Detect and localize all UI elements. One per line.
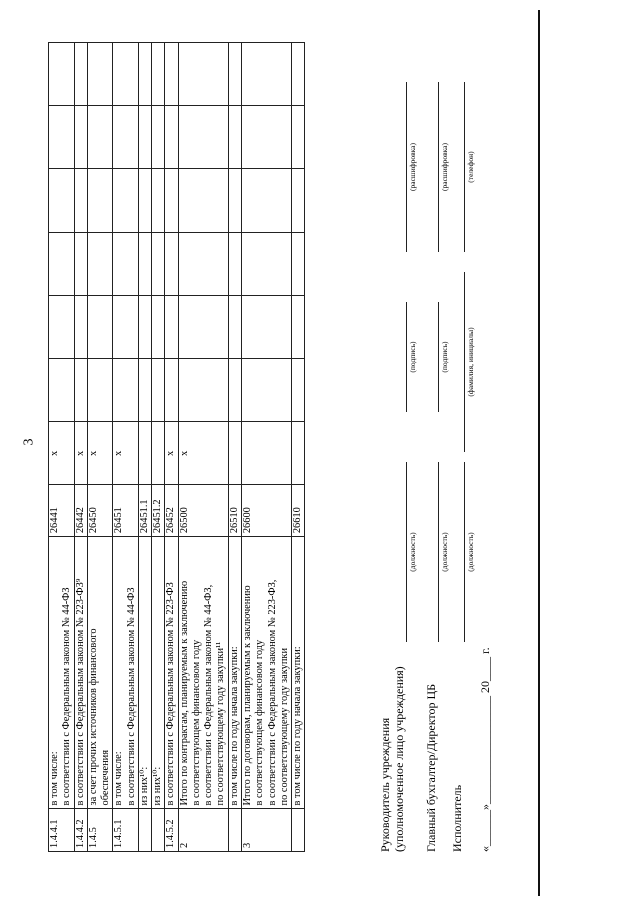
page-number: 3 <box>21 438 37 446</box>
row-mark-cell <box>152 422 165 485</box>
table-row <box>138 43 151 852</box>
row-value-cell[interactable] <box>74 43 87 106</box>
row-value-cell[interactable] <box>241 43 291 106</box>
row-description-line: в соответствии с Федеральным законом № 223-ФЗ⁹ <box>74 578 86 806</box>
row-value-cell[interactable] <box>178 106 228 169</box>
row-value-cell[interactable] <box>241 169 291 232</box>
row-description-cell <box>138 537 151 809</box>
accountant-label: Главный бухгалтер/Директор ЦБ <box>424 683 438 852</box>
row-code-cell: 1.4.5 <box>87 809 113 852</box>
table-row <box>178 43 228 852</box>
row-value-cell[interactable] <box>228 295 241 358</box>
table-row <box>152 43 165 852</box>
row-description-line: Итого по контрактам, планируемым к заключению <box>178 580 190 806</box>
head-label-2: (уполномоченное лицо учреждения) <box>392 666 406 852</box>
table-row <box>113 43 139 852</box>
row-description-line: в соответствующем финансовом году <box>190 639 202 806</box>
row-description-line: из них¹⁰: <box>138 766 150 806</box>
row-code-cell <box>292 809 305 852</box>
row-description-line: в соответствии с Федеральным законом № 223-ФЗ, <box>266 579 278 806</box>
row-value-cell[interactable] <box>228 359 241 422</box>
row-value-cell[interactable] <box>87 43 113 106</box>
row-description-cell <box>178 537 228 809</box>
row-value-cell[interactable] <box>241 295 291 358</box>
executor-phone-line[interactable] <box>464 82 465 252</box>
row-value-cell[interactable] <box>165 359 178 422</box>
table-row <box>228 43 241 852</box>
row-value-cell[interactable] <box>138 106 151 169</box>
row-description-cell <box>165 537 178 809</box>
row-value-cell[interactable] <box>74 232 87 295</box>
row-value-cell[interactable] <box>178 43 228 106</box>
accountant-signature-line[interactable] <box>438 302 439 412</box>
row-description-cell <box>228 537 241 809</box>
row-value-cell[interactable] <box>152 169 165 232</box>
accountant-signature-hint: (подпись) <box>440 341 449 373</box>
page-edge-line <box>538 10 540 896</box>
row-value-cell[interactable] <box>113 43 139 106</box>
table-row <box>241 43 291 852</box>
row-value-cell[interactable] <box>165 295 178 358</box>
row-code-cell: 1.4.4.2 <box>74 809 87 852</box>
row-value-cell[interactable] <box>178 169 228 232</box>
row-code-cell: 3 <box>241 809 291 852</box>
row-value-cell[interactable] <box>49 43 75 106</box>
row-value-cell[interactable] <box>228 43 241 106</box>
head-signature-hint: (подпись) <box>408 341 417 373</box>
row-value-cell[interactable] <box>138 295 151 358</box>
row-value-cell[interactable] <box>241 106 291 169</box>
row-number-cell: 26451.1 <box>138 485 151 537</box>
row-description-cell <box>152 537 165 809</box>
row-mark-cell: x <box>74 422 87 485</box>
row-number-cell: 26452 <box>165 485 178 537</box>
row-number-cell: 26450 <box>87 485 113 537</box>
row-number-cell: 26500 <box>178 485 228 537</box>
row-value-cell[interactable] <box>49 232 75 295</box>
executor-name-hint: (фамилия, инициалы) <box>466 327 475 397</box>
head-position-line[interactable] <box>406 462 407 642</box>
row-value-cell[interactable] <box>74 169 87 232</box>
row-code-cell: 1.4.5.1 <box>113 809 139 852</box>
row-value-cell[interactable] <box>74 295 87 358</box>
row-value-cell[interactable] <box>138 232 151 295</box>
row-description-line: из них¹⁰: <box>152 766 164 806</box>
row-description-line: по соответствующему году закупки¹¹ <box>215 641 227 806</box>
date-line[interactable]: «______»__________________ 20____ г. <box>478 647 492 852</box>
row-value-cell[interactable] <box>87 232 113 295</box>
row-value-cell[interactable] <box>138 169 151 232</box>
accountant-decoding-line[interactable] <box>438 82 439 252</box>
row-mark-cell: x <box>113 422 139 485</box>
row-description-line: за счет прочих источников финансового <box>87 628 99 806</box>
row-number-cell: 26610 <box>292 485 305 537</box>
row-value-cell[interactable] <box>49 359 75 422</box>
row-value-cell[interactable] <box>152 359 165 422</box>
executor-phone-hint: (телефон) <box>466 151 475 183</box>
plan-table <box>48 42 305 852</box>
executor-label: Исполнитель <box>450 784 464 852</box>
head-decoding-line[interactable] <box>406 82 407 252</box>
row-mark-cell <box>228 422 241 485</box>
row-value-cell[interactable] <box>87 169 113 232</box>
row-mark-cell <box>292 422 305 485</box>
executor-name-line[interactable] <box>464 272 465 452</box>
head-decoding-hint: (расшифровка) <box>408 143 417 191</box>
row-value-cell[interactable] <box>241 359 291 422</box>
row-code-cell <box>152 809 165 852</box>
row-value-cell[interactable] <box>113 106 139 169</box>
head-signature-line[interactable] <box>406 302 407 412</box>
row-value-cell[interactable] <box>228 169 241 232</box>
row-value-cell[interactable] <box>292 232 305 295</box>
row-description-cell <box>49 537 75 809</box>
row-description-line: в том числе: <box>113 751 125 806</box>
rotated-content <box>48 42 518 852</box>
row-value-cell[interactable] <box>178 295 228 358</box>
row-description-line: в том числе по году начала закупки: <box>228 646 240 806</box>
table-row <box>87 43 113 852</box>
row-description-line: по соответствующему году закупки <box>278 647 290 806</box>
row-mark-cell: x <box>165 422 178 485</box>
table-row <box>165 43 178 852</box>
row-mark-cell: x <box>87 422 113 485</box>
row-description-line: Итого по договорам, планируемым к заключению <box>241 585 253 806</box>
row-value-cell[interactable] <box>74 359 87 422</box>
row-code-cell <box>138 809 151 852</box>
row-description-line: в соответствии с Федеральным законом № 223-ФЗ <box>165 582 177 806</box>
row-value-cell[interactable] <box>113 359 139 422</box>
row-value-cell[interactable] <box>113 169 139 232</box>
row-description-line: в соответствии с Федеральным законом № 44-ФЗ, <box>203 584 215 806</box>
row-value-cell[interactable] <box>138 359 151 422</box>
row-description-line: в том числе: <box>49 751 60 806</box>
row-value-cell[interactable] <box>165 232 178 295</box>
row-value-cell[interactable] <box>292 106 305 169</box>
accountant-position-line[interactable] <box>438 462 439 642</box>
row-value-cell[interactable] <box>228 232 241 295</box>
row-description-line: в том числе по году начала закупки: <box>292 646 304 806</box>
row-value-cell[interactable] <box>241 232 291 295</box>
row-number-cell: 26451 <box>113 485 139 537</box>
row-description-cell <box>241 537 291 809</box>
row-description-line: в соответствующем финансовом году <box>254 639 266 806</box>
row-description-line: обеспечения <box>100 750 112 806</box>
row-value-cell[interactable] <box>165 169 178 232</box>
row-mark-cell: x <box>178 422 228 485</box>
row-value-cell[interactable] <box>49 169 75 232</box>
row-value-cell[interactable] <box>165 106 178 169</box>
accountant-decoding-hint: (расшифровка) <box>440 143 449 191</box>
row-value-cell[interactable] <box>152 232 165 295</box>
row-number-cell: 26451.2 <box>152 485 165 537</box>
row-value-cell[interactable] <box>87 106 113 169</box>
row-value-cell[interactable] <box>152 43 165 106</box>
row-value-cell[interactable] <box>74 106 87 169</box>
table-row <box>74 43 87 852</box>
row-number-cell: 26510 <box>228 485 241 537</box>
row-code-cell: 2 <box>178 809 228 852</box>
row-value-cell[interactable] <box>49 106 75 169</box>
row-value-cell[interactable] <box>228 106 241 169</box>
row-description-line: в соответствии с Федеральным законом № 44-ФЗ <box>125 587 137 806</box>
accountant-position-hint: (должность) <box>440 532 449 572</box>
row-description-cell <box>113 537 139 809</box>
row-description-cell <box>87 537 113 809</box>
row-value-cell[interactable] <box>165 43 178 106</box>
row-value-cell[interactable] <box>113 295 139 358</box>
row-value-cell[interactable] <box>292 359 305 422</box>
row-mark-cell <box>138 422 151 485</box>
row-value-cell[interactable] <box>87 359 113 422</box>
row-value-cell[interactable] <box>292 43 305 106</box>
row-mark-cell <box>241 422 291 485</box>
row-value-cell[interactable] <box>113 232 139 295</box>
row-code-cell <box>228 809 241 852</box>
row-code-cell: 1.4.5.2 <box>165 809 178 852</box>
row-value-cell[interactable] <box>292 169 305 232</box>
head-label-1: Руководитель учреждения <box>378 717 392 852</box>
head-position-hint: (должность) <box>408 532 417 572</box>
row-mark-cell: x <box>49 422 75 485</box>
row-number-cell: 26442 <box>74 485 87 537</box>
table-row <box>49 43 75 852</box>
row-value-cell[interactable] <box>178 232 228 295</box>
row-value-cell[interactable] <box>138 43 151 106</box>
table-row <box>292 43 305 852</box>
row-number-cell: 26600 <box>241 485 291 537</box>
row-description-cell <box>74 537 87 809</box>
executor-position-hint: (должность) <box>466 532 475 572</box>
executor-position-line[interactable] <box>464 462 465 642</box>
row-value-cell[interactable] <box>49 295 75 358</box>
row-number-cell: 26441 <box>49 485 75 537</box>
row-description-cell <box>292 537 305 809</box>
row-description-line: в соответствии с Федеральным законом № 44-ФЗ <box>61 587 73 806</box>
row-value-cell[interactable] <box>178 359 228 422</box>
row-value-cell[interactable] <box>292 295 305 358</box>
row-value-cell[interactable] <box>152 295 165 358</box>
row-code-cell: 1.4.4.1 <box>49 809 75 852</box>
row-value-cell[interactable] <box>87 295 113 358</box>
row-value-cell[interactable] <box>152 106 165 169</box>
